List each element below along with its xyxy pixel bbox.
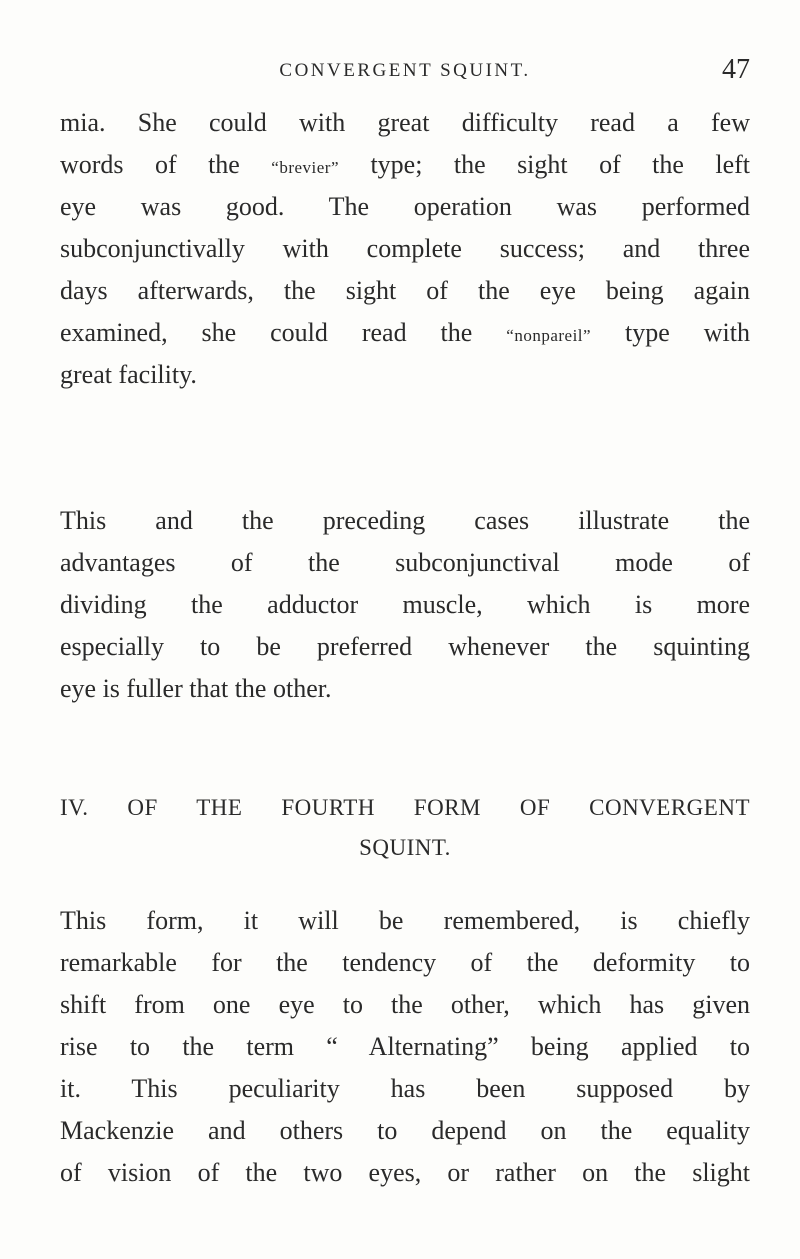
section-heading-line: IV. OF THE FOURTH FORM OF CONVERGENT <box>60 795 750 820</box>
text-line <box>60 144 750 186</box>
text-line: remarkable for the tendency of the deformity to <box>60 948 750 977</box>
section-heading <box>60 788 750 868</box>
paragraph-case-report <box>60 102 750 396</box>
section-heading-line: SQUINT. <box>359 835 451 860</box>
text-line: great facility. <box>60 360 197 389</box>
text-fragment: type with <box>625 318 750 347</box>
text-fragment: examined, she could read the <box>60 318 507 347</box>
text-line: This form, it will be remembered, is chiefly <box>60 906 750 935</box>
text-line: eye was good. The operation was performed <box>60 192 750 221</box>
text-line: This and the preceding cases illustrate the <box>60 506 750 535</box>
running-title: CONVERGENT SQUINT. <box>279 60 531 81</box>
text-line: dividing the adductor muscle, which is more <box>60 590 750 619</box>
text-line <box>60 312 750 354</box>
text-line: days afterwards, the sight of the eye being again <box>60 276 750 305</box>
type-size-name: “nonpareil” <box>506 326 592 345</box>
paragraph-fourth-form <box>60 900 750 1194</box>
text-line: Mackenzie and others to depend on the equality <box>60 1116 750 1145</box>
text-line: subconjunctivally with complete success; and three <box>60 234 750 263</box>
text-line: especially to be preferred whenever the squinting <box>60 632 750 661</box>
type-size-name: “brevier” <box>271 158 340 177</box>
text-line: eye is fuller that the other. <box>60 674 332 703</box>
text-line: advantages of the subconjunctival mode of <box>60 548 750 577</box>
text-line: shift from one eye to the other, which has given <box>60 990 750 1019</box>
text-fragment: type; the sight of the left <box>370 150 750 179</box>
text-line: of vision of the two eyes, or rather on the slight <box>60 1158 750 1187</box>
page-number: 47 <box>722 54 750 85</box>
running-head <box>60 54 750 94</box>
text-line: mia. She could with great difficulty read a few <box>60 108 750 137</box>
text-fragment: words of the <box>60 150 272 179</box>
paragraph-summary <box>60 500 750 710</box>
text-line: rise to the term “ Alternating” being applied to <box>60 1032 750 1061</box>
text-line: it. This peculiarity has been supposed by <box>60 1074 750 1103</box>
